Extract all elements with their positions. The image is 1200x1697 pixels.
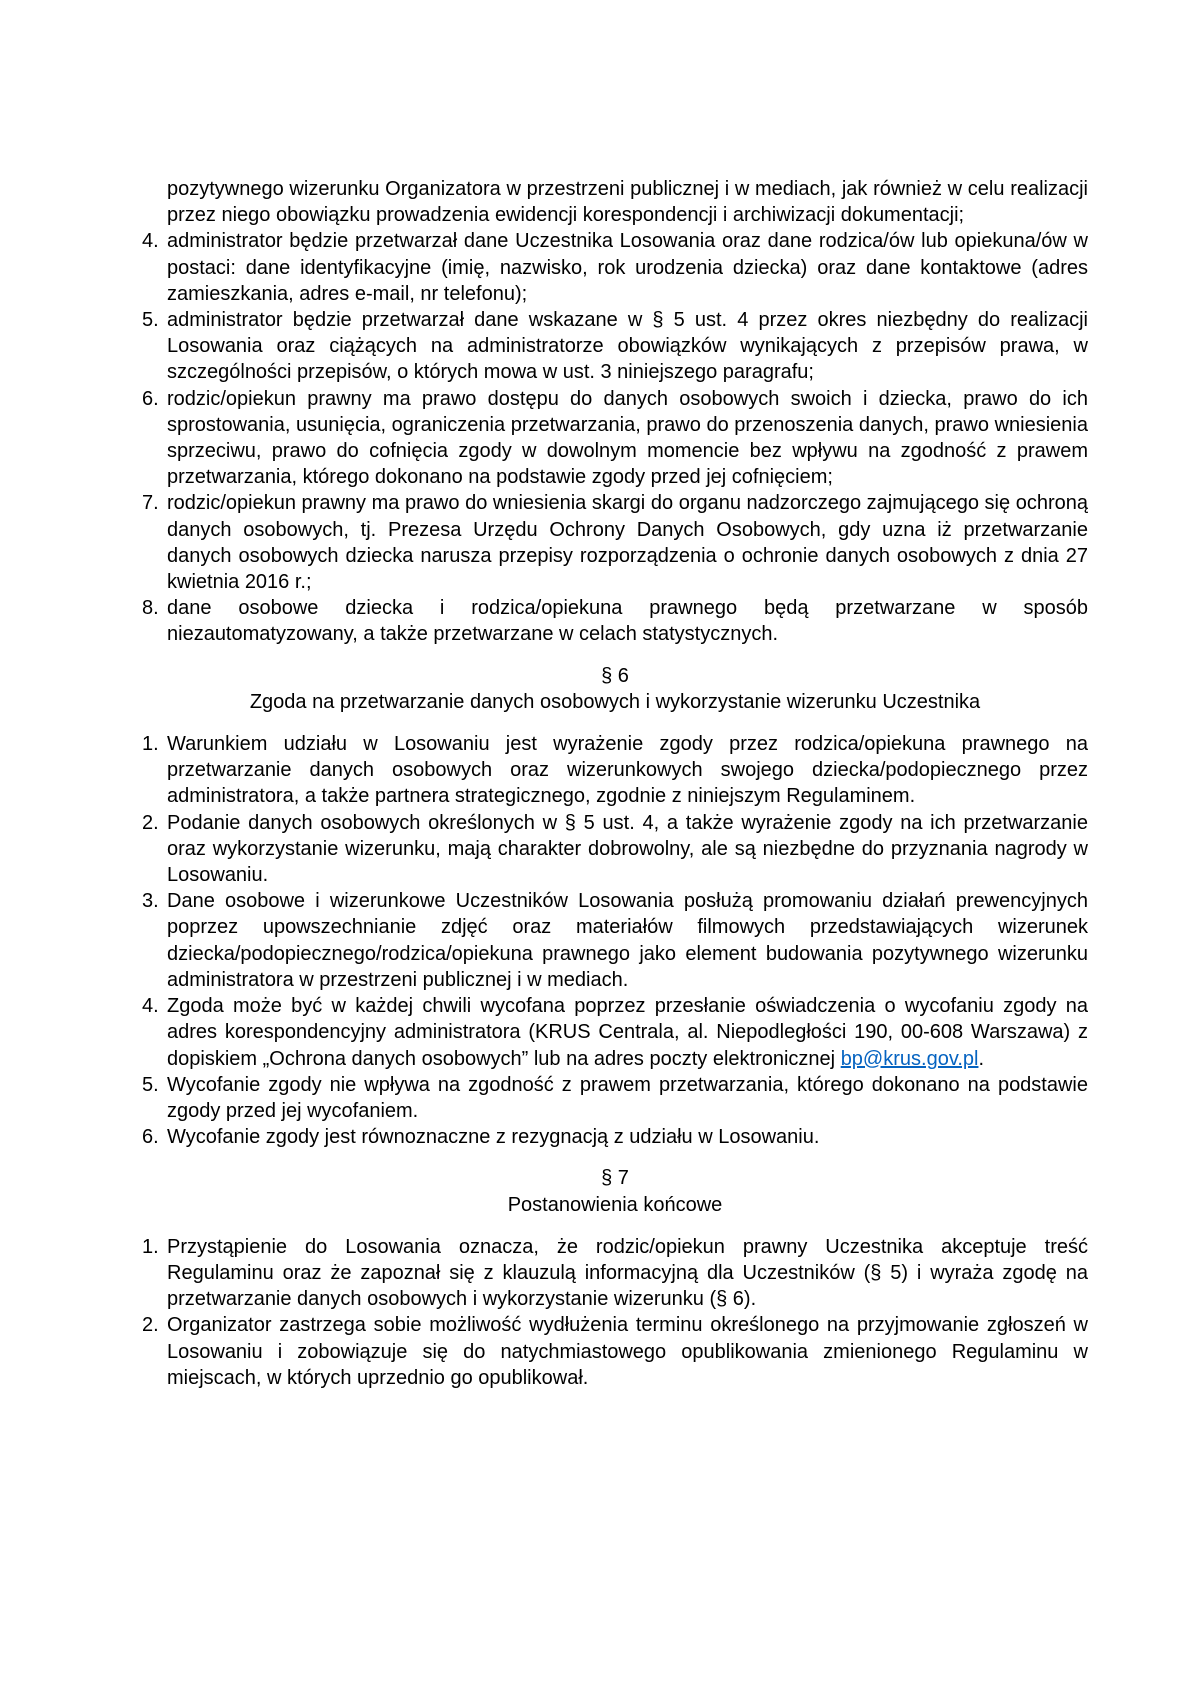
list-item-text: rodzic/opiekun prawny ma prawo do wniesienia skargi do organu nadzorczego zajmującego się ochroną danych osobowych, tj. Prezesa Urzędu Ochrony Danych Osobowych, gdy uzna iż przetwarzanie danych osobowych dziecka narusza przepisy rozporządzenia o ochronie danych osobowych z dnia 27 kwietnia 2016 r.; <box>167 492 1088 594</box>
list-item-text: administrator będzie przetwarzał dane wskazane w § 5 ust. 4 przez okres niezbędny do realizacji Losowania oraz ciążących na administratorze obowiązków wynikających z przepisów prawa, w szczególności przepisów, o których mowa w ust. 3 niniejszego paragrafu; <box>167 309 1088 384</box>
list-item <box>142 595 1088 647</box>
list-item <box>142 228 1088 307</box>
list-item-number: 1. <box>142 1235 159 1258</box>
list-item <box>142 1072 1088 1124</box>
list-item-number: 8. <box>142 597 159 620</box>
list-item-text: Warunkiem udziału w Losowaniu jest wyrażenie zgody przez rodzica/opiekuna prawnego na przetwarzanie danych osobowych oraz wizerunkowych swojego dziecka/podopiecznego przez administratora, a także partnera strategicznego, zgodnie z niniejszym Regulaminem. <box>167 733 1088 808</box>
list-item <box>142 1312 1088 1391</box>
email-link[interactable]: bp@krus.gov.pl <box>840 1047 979 1070</box>
list-item <box>142 993 1088 1072</box>
list-item-text: dane osobowe dziecka i rodzica/opiekuna prawnego będą przetwarzane w sposób niezautomatyzowany, a także przetwarzane w celach statystycznych. <box>167 597 1088 646</box>
section7-title: Postanowienia końcowe <box>507 1193 723 1216</box>
list-item-text-after-link: . <box>978 1047 985 1070</box>
list-item-number: 6. <box>142 387 159 410</box>
section7-paragraph-sign: § 7 <box>601 1167 629 1190</box>
list-item-text: Organizator zastrzega sobie możliwość wydłużenia terminu określonego na przyjmowanie zgłoszeń w Losowaniu i zobowiązuje się do natychmiastowego opublikowania zmienionego Regulaminu w miejscach, w których uprzednio go opublikował. <box>167 1314 1088 1389</box>
list-item-number: 3. <box>142 890 159 913</box>
list-item-text <box>167 993 1088 1072</box>
list-item-text: Przystąpienie do Losowania oznacza, że rodzic/opiekun prawny Uczestnika akceptuje treść Regulaminu oraz że zapoznał się z klauzulą informacyjną dla Uczestników (§ 5) i wyraża zgodę na przetwarzanie danych osobowych i wykorzystanie wizerunku (§ 6). <box>167 1235 1088 1311</box>
list-item-number: 2. <box>142 811 159 834</box>
list-item <box>142 386 1088 491</box>
list-item-number: 2. <box>142 1314 159 1337</box>
section6-paragraph-sign: § 6 <box>601 664 629 687</box>
list-item-text: administrator będzie przetwarzał dane Uczestnika Losowania oraz dane rodzica/ów lub opiekuna/ów w postaci: dane identyfikacyjne (imię, nazwisko, rok urodzenia dziecka) oraz dane kontaktowe (adres zamieszkania, adres e-mail, nr telefonu); <box>167 230 1088 305</box>
section6-heading <box>142 663 1088 715</box>
list-item-number: 4. <box>142 995 159 1018</box>
list-item-number: 7. <box>142 492 159 515</box>
list-item-number: 4. <box>142 230 159 253</box>
list-item-number: 6. <box>142 1126 159 1149</box>
section7-heading <box>142 1165 1088 1217</box>
section6-title: Zgoda na przetwarzanie danych osobowych i wykorzystanie wizerunku Uczestnika <box>249 690 981 713</box>
list-item-text: Wycofanie zgody nie wpływa na zgodność z prawem przetwarzania, którego dokonano na podstawie zgody przed jej wycofaniem. <box>167 1073 1088 1122</box>
list-item-number: 5. <box>142 309 159 332</box>
continuation-paragraph: pozytywnego wizerunku Organizatora w przestrzeni publicznej i w mediach, jak również w celu realizacji przez niego obowiązku prowadzenia ewidencji korespondencji i archiwizacji dokumentacji; <box>167 178 1088 227</box>
list-item <box>142 1234 1088 1313</box>
list-item <box>142 810 1088 889</box>
list-item <box>142 1124 1088 1150</box>
list-item <box>142 731 1088 810</box>
list-item <box>142 888 1088 993</box>
list-item-text-before-link: Zgoda może być w każdej chwili wycofana poprzez przesłanie oświadczenia o wycofaniu zgody na adres korespondencyjny administratora (KRUS Centrala, al. Niepodległości 190, 00-608 Warszawa) z dopiskiem „Ochrona danych osobowych” lub na adres poczty elektronicznej <box>167 995 1088 1070</box>
list-item <box>142 307 1088 386</box>
list-item-number: 5. <box>142 1073 159 1096</box>
list-item <box>142 490 1088 595</box>
list-item-number: 1. <box>142 733 159 756</box>
list-item-text: rodzic/opiekun prawny ma prawo dostępu do danych osobowych swoich i dziecka, prawo do ich sprostowania, usunięcia, ograniczenia przetwarzania, prawo do przenoszenia danych, prawo wniesienia sprzeciwu, prawo do cofnięcia zgody w dowolnym momencie bez wpływu na zgodność z prawem przetwarzania, którego dokonano na podstawie zgody przed jej cofnięciem; <box>167 387 1088 489</box>
list-item-text: Wycofanie zgody jest równoznaczne z rezygnacją z udziału w Losowaniu. <box>167 1126 820 1149</box>
list-item-text: Podanie danych osobowych określonych w § 5 ust. 4, a także wyrażenie zgody na ich przetwarzanie oraz wykorzystanie wizerunku, mają charakter dobrowolny, ale są niezbędne do przyznania nagrody w Losowaniu. <box>167 811 1088 887</box>
list-item-text: Dane osobowe i wizerunkowe Uczestników Losowania posłużą promowaniu działań prewencyjnych poprzez upowszechnianie zdjęć oraz materiałów filmowych przedstawiających wizerunek dziecka/podopiecznego/rodzica/opiekuna prawnego jako element budowania pozytywnego wizerunku administratora w przestrzeni publicznej i w mediach. <box>167 890 1088 991</box>
